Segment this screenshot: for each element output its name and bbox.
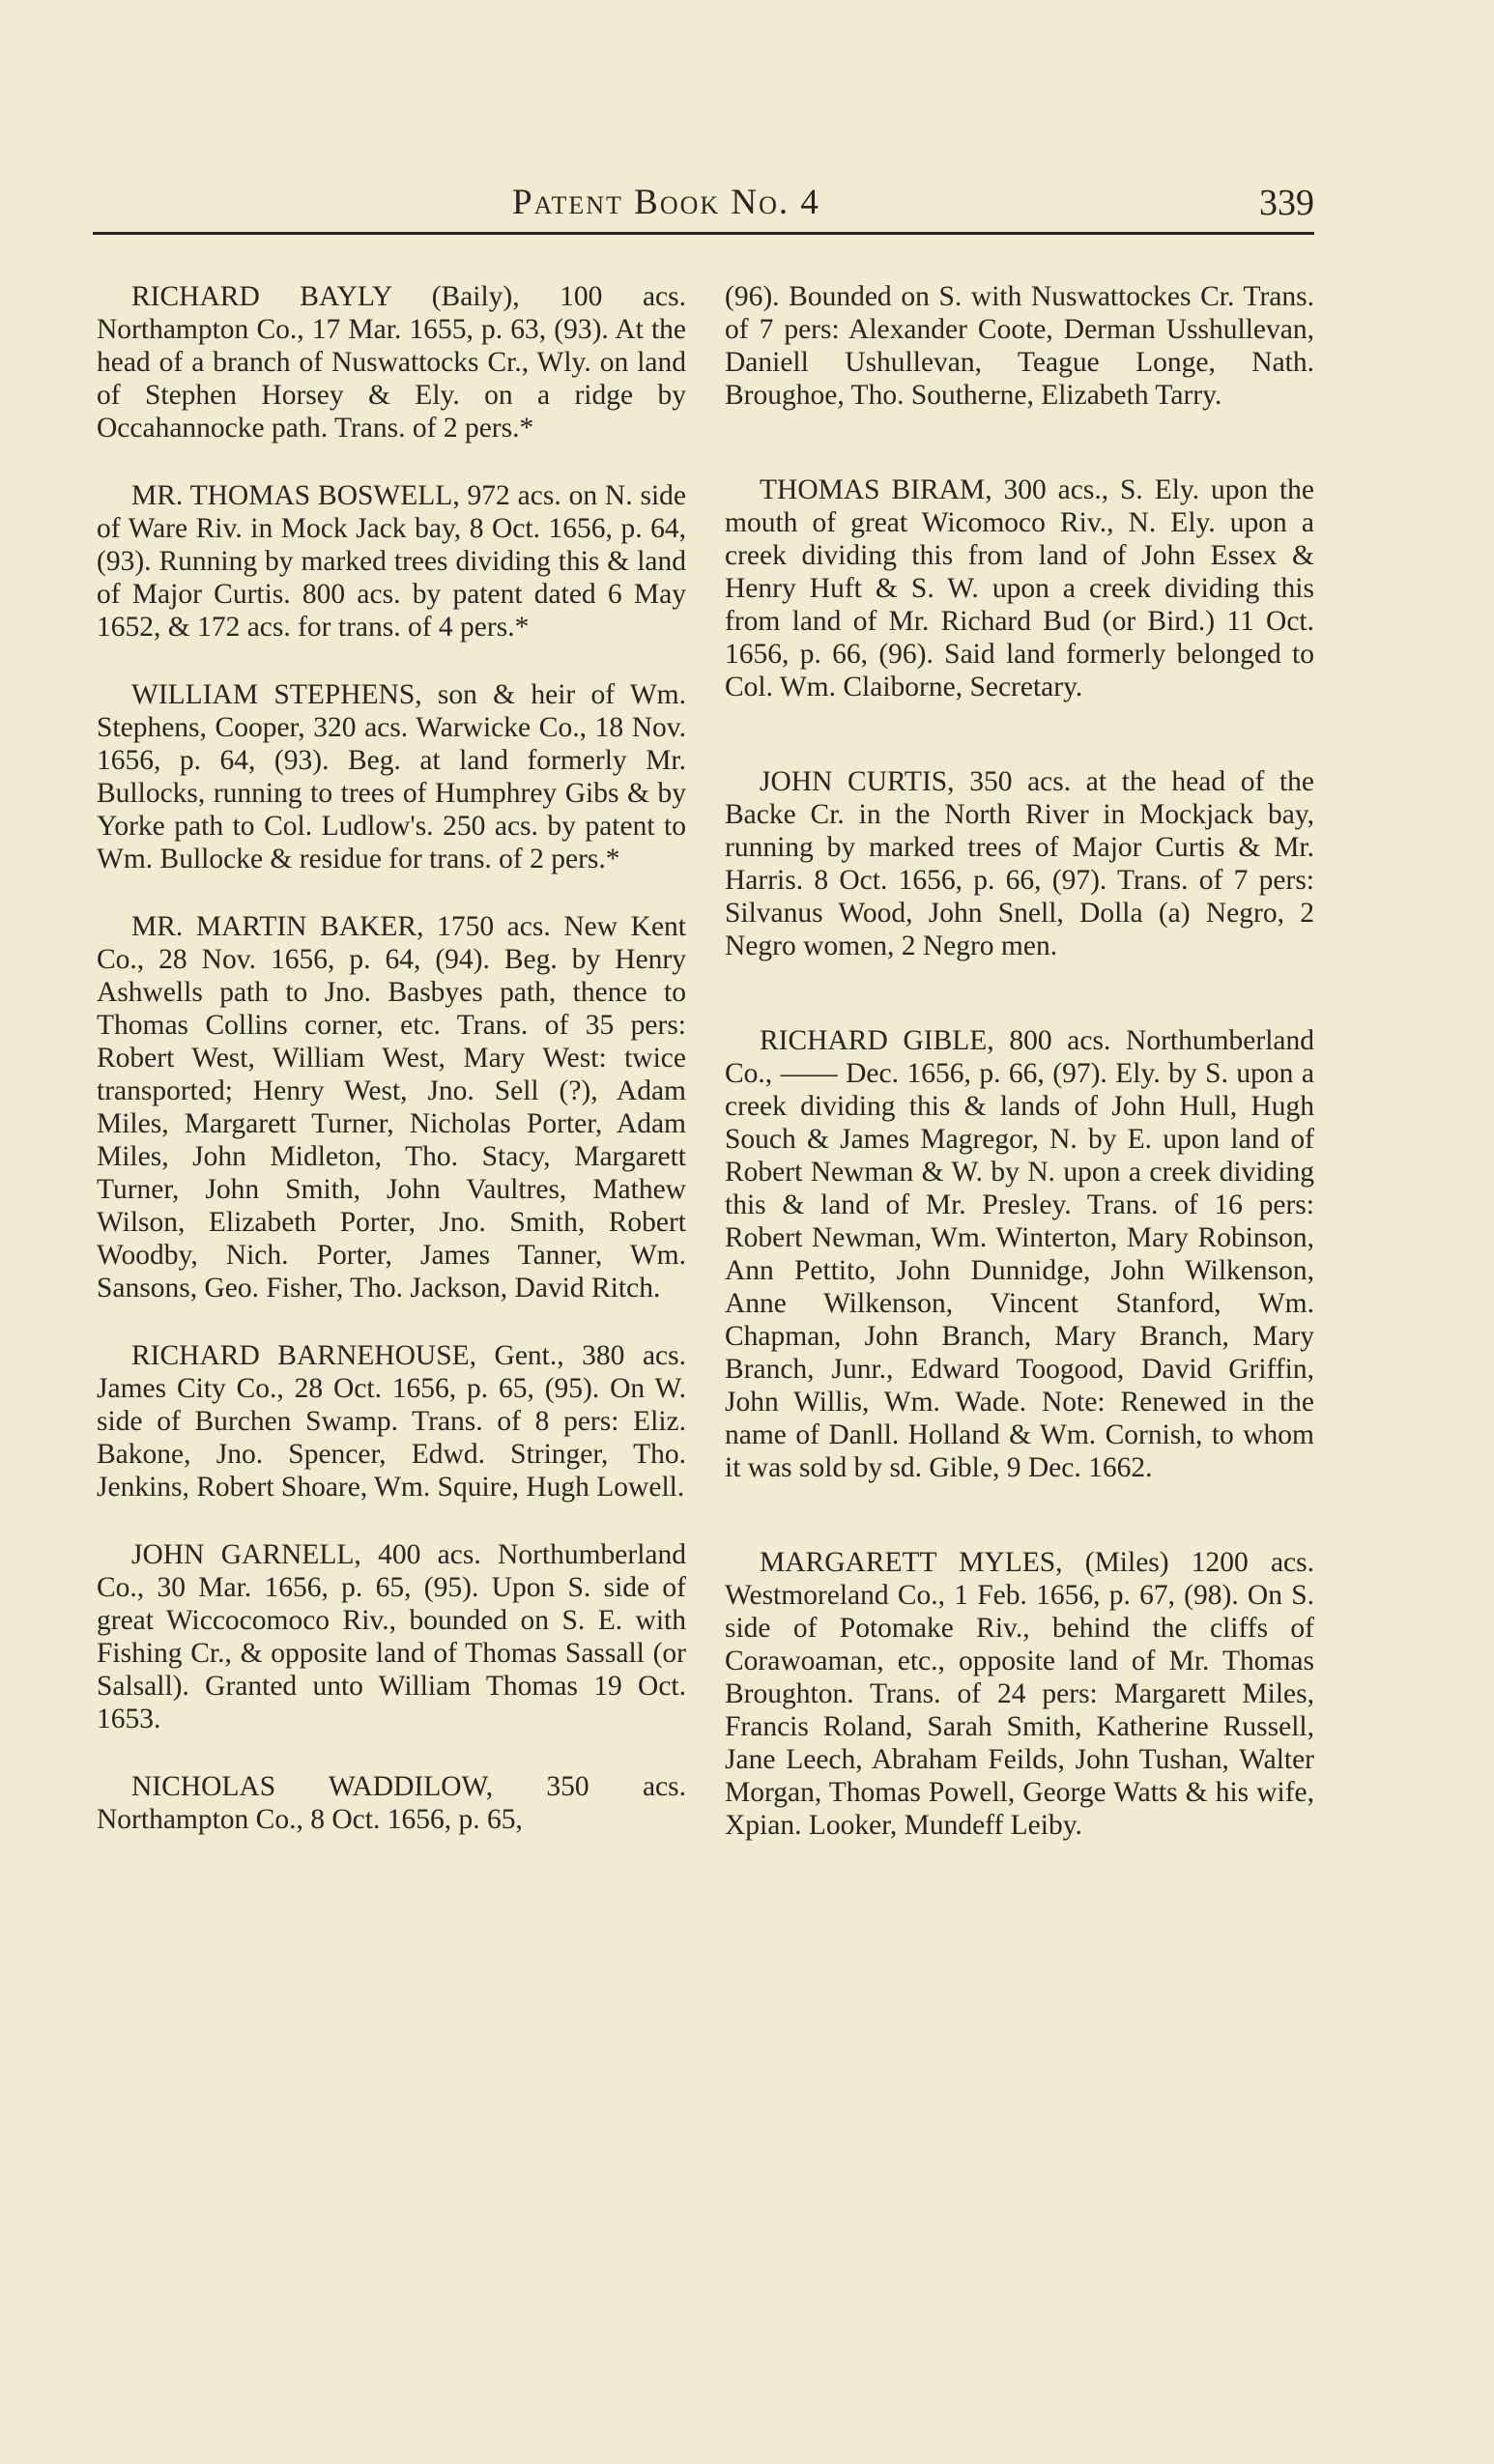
patent-entry-john-curtis: JOHN CURTIS, 350 acs. at the head of the Backe Cr. in the North River in Mockjack bay, running by marked trees of Major Curtis & Mr. Harris. 8 Oct. 1656, p. 66, (97). Trans. of 7 pers: Silvanus Wood, John Snell, Dolla (a) Negro, 2 Negro women, 2 Negro men. bbox=[725, 766, 1314, 961]
patent-entry-nicholas-waddilow: NICHOLAS WADDILOW, 350 acs. Northampton Co., 8 Oct. 1656, p. 65, bbox=[97, 1771, 686, 1835]
patent-entry-richard-bayly: RICHARD BAYLY (Baily), 100 acs. Northampton Co., 17 Mar. 1655, p. 63, (93). At the head of a branch of Nuswattocks Cr., Wly. on land of Stephen Horsey & Ely. on a ridge by Occahannocke path. Trans. of 2 pers.* bbox=[97, 281, 686, 444]
right-column bbox=[725, 280, 1314, 1842]
header-rule bbox=[93, 232, 1314, 235]
patent-entry-william-stephens: WILLIAM STEPHENS, son & heir of Wm. Stephens, Cooper, 320 acs. Warwicke Co., 18 Nov. 1656, p. 64, (93). Beg. at land formerly Mr. Bullocks, running to trees of Humphrey Gibs & by Yorke path to Col. Ludlow's. 250 acs. by patent to Wm. Bullocke & residue for trans. of 2 pers.* bbox=[97, 679, 686, 874]
patent-entry-richard-barnehouse: RICHARD BARNEHOUSE, Gent., 380 acs. James City Co., 28 Oct. 1656, p. 65, (95). On W. side of Burchen Swamp. Trans. of 8 pers: Eliz. Bakone, Jno. Spencer, Edwd. Stringer, Tho. Jenkins, Robert Shoare, Wm. Squire, Hugh Lowell. bbox=[97, 1340, 686, 1503]
patent-entry-thomas-boswell: MR. THOMAS BOSWELL, 972 acs. on N. side of Ware Riv. in Mock Jack bay, 8 Oct. 1656, p. 64, (93). Running by marked trees dividing this & land of Major Curtis. 800 acs. by patent dated 6 May 1652, & 172 acs. for trans. of 4 pers.* bbox=[97, 480, 686, 643]
running-head bbox=[93, 174, 1314, 232]
left-column bbox=[97, 280, 686, 1836]
patent-entry-margarett-myles: MARGARETT MYLES, (Miles) 1200 acs. Westmoreland Co., 1 Feb. 1656, p. 67, (98). On S. side of Potomake Riv., behind the cliffs of Corawoaman, etc., opposite land of Mr. Thomas Broughton. Trans. of 24 pers: Margarett Miles, Francis Roland, Sarah Smith, Katherine Russell, Jane Leech, Abraham Feilds, John Tushan, Walter Morgan, Thomas Powell, George Watts & his wife, Xpian. Looker, Mundeff Leiby. bbox=[725, 1547, 1314, 1841]
patent-entry-martin-baker: MR. MARTIN BAKER, 1750 acs. New Kent Co., 28 Nov. 1656, p. 64, (94). Beg. by Henry Ashwells path to Jno. Basbyes path, thence to Thomas Collins corner, etc. Trans. of 35 pers: Robert West, William West, Mary West: twice transported; Henry West, Jno. Sell (?), Adam Miles, Margarett Turner, Nicholas Porter, Adam Miles, John Midleton, Tho. Stacy, Margarett Turner, John Smith, John Vaultres, Mathew Wilson, Elizabeth Porter, Jno. Smith, Robert Woodby, Nich. Porter, James Tanner, Wm. Sansons, Geo. Fisher, Tho. Jackson, David Ritch. bbox=[97, 911, 686, 1304]
patent-entry-continuation: (96). Bounded on S. with Nuswattockes Cr. Trans. of 7 pers: Alexander Coote, Derman Usshullevan, Daniell Ushullevan, Teague Longe, Nath. Broughoe, Tho. Southerne, Elizabeth Tarry. bbox=[725, 281, 1314, 411]
patent-entry-john-garnell: JOHN GARNELL, 400 acs. Northumberland Co., 30 Mar. 1656, p. 65, (95). Upon S. side of great Wiccocomoco Riv., bounded on S. E. with Fishing Cr., & opposite land of Thomas Sassall (or Salsall). Granted unto William Thomas 19 Oct. 1653. bbox=[97, 1539, 686, 1734]
running-title: Patent Book No. 4 bbox=[512, 183, 820, 222]
patent-entry-thomas-biram: THOMAS BIRAM, 300 acs., S. Ely. upon the mouth of great Wicomoco Riv., N. Ely. upon a creek dividing this from land of John Essex & Henry Huft & S. W. upon a creek dividing this from land of Mr. Richard Bud (or Bird.) 11 Oct. 1656, p. 66, (96). Said land formerly belonged to Col. Wm. Claiborne, Secretary. bbox=[725, 474, 1314, 702]
page-number: 339 bbox=[1259, 183, 1314, 223]
patent-entry-richard-gible: RICHARD GIBLE, 800 acs. Northumberland Co., —— Dec. 1656, p. 66, (97). Ely. by S. upon a creek dividing this & lands of John Hull, Hugh Souch & James Magregor, N. by E. upon land of Robert Newman & W. by N. upon a creek dividing this & land of Mr. Presley. Trans. of 16 pers: Robert Newman, Wm. Winterton, Mary Robinson, Ann Pettito, John Dunnidge, John Wilkenson, Anne Wilkenson, Vincent Stanford, Wm. Chapman, John Branch, Mary Branch, Mary Branch, Junr., Edward Toogood, David Griffin, John Willis, Wm. Wade. Note: Renewed in the name of Danll. Holland & Wm. Cornish, to whom it was sold by sd. Gible, 9 Dec. 1662. bbox=[725, 1025, 1314, 1483]
